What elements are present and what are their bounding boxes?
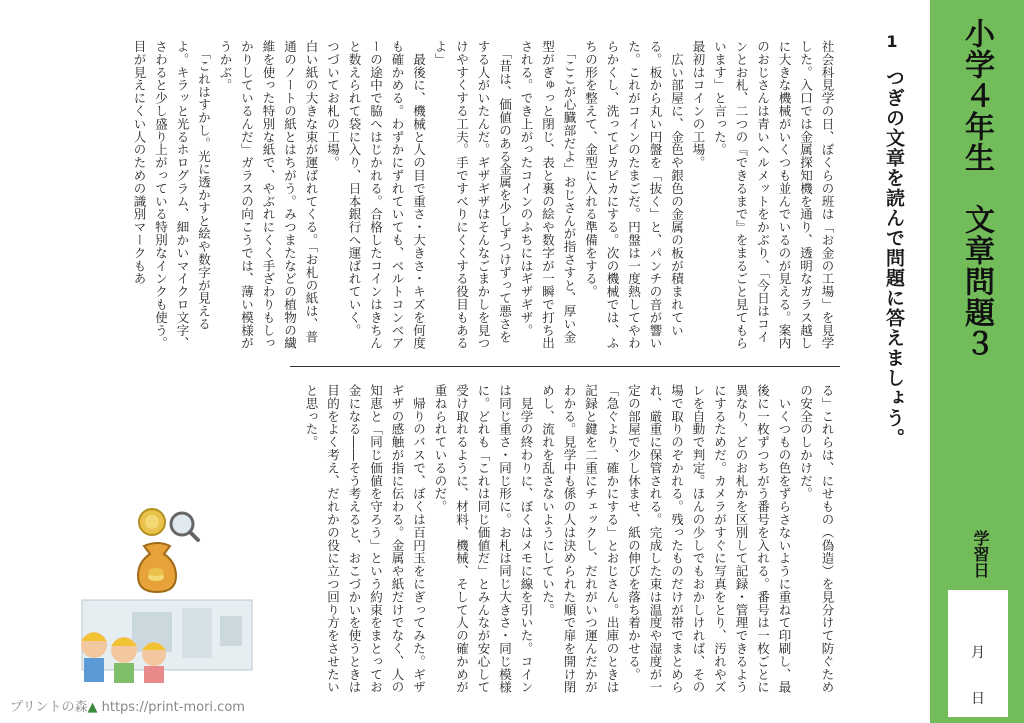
date-box <box>948 590 1008 717</box>
worksheet-title: 小学４年生 文章問題３ <box>959 18 994 359</box>
factory-illustration <box>72 500 272 690</box>
site-url[interactable]: https://print-mori.com <box>101 700 245 715</box>
factory-background <box>82 600 252 670</box>
money-bag-icon <box>138 543 176 592</box>
question-number: 1 <box>886 32 898 51</box>
study-date-label: 学習日 <box>971 530 990 578</box>
passage-part-1: 社会科見学の日、ぼくらの班は「お金の工場」を見学した。入口では金属探知機を通り、透明なガラス越しに大きな機械がいくつも並んでいるのが見える。案内のおじさんは青いヘルメットをかぶり、「今日はコインとお札、二つの『できるまで』をまるごと見てもらいます」と言った。 最初はコインの工場。 広い部屋に、金色や銀色の金属の板が積まれている。板から丸い円盤を「抜く」と、パンチの音が響いた。これがコインのたまごだ。円盤は一度熱してやわらかくし、洗ってピカピカにする。次の機械では、ふちの形を整えて、金型に入れる準備をする。 「ここが心臓部だよ」おじさんが指さすと、厚い金型がぎゅっと閉じ、表と裏の絵や数字が一瞬で打ち出される。でき上がったコインのふちにはギザギザ。 「昔は、価値のある金属を少しずつけずって悪さをする人がいたんだ。ギザギザはそんなごまかしを見つけやすくする工夫。手ですべりにくくする役目もあるよ」 最後に、機械と人の目で重さ・大きさ・キズを何度も確かめる。わずかにずれていても、ベルトコンベアーの途中で脇へはじかれる。合格したコインはきちんと数えられて袋に入り、日本銀行へ運ばれていく。 つづいてお札の工場。 白い紙の大きな束が運ばれてくる。「お札の紙は、普通のノートの紙とはちがう。みつまたなどの植物の繊維を使った特別な紙で、やぶれにくく手ざわりもしっかりしているんだ」ガラスの向こうでは、薄い模様がうかぶ。 「これはすかし。光に透かすと絵や数字が見えるよ。キラッと光るホログラム、細かいマイクロ文字、さわると少し盛り上がっている特別なインクも使う。目が見えにくい人のための識別マークもあ <box>132 40 835 350</box>
magnifier-icon <box>171 513 198 540</box>
tree-icon: ▲ <box>87 700 98 715</box>
coin-icon <box>139 509 165 535</box>
passage-part-2: る」これらは、にせもの（偽造）を見分けて防ぐための安全のしかけだ。 いくつもの色をずらさないように重ねて印刷し、最後に一枚ずつちがう番号を入れる。番号は一枚ごとに異なり、どのお札かを区別して記録・管理できるようにするためだ。カメラがすぐに写真をとり、汚れやズレを自動で判定。ほんの少しでもおかしければ、その場で取りのぞかれる。残ったものだけが帯でまとめられ、厳重に保管される。完成した束は温度や湿度が一定の部屋で少し休ませ、紙の伸びを落ち着かせる。「急ぐより、確かにする」とおじさん。出庫のときは記録と鍵を二重にチェックし、だれがいつ運んだかがわかる。見学中も係の人は決められた順で扉を開け閉めし、流れを乱さないようにしていた。 見学の終わりに、ぼくはメモに線を引いた。コインは同じ重さ・同じ形に。お札は同じ大きさ・同じ模様に。どれも「これは同じ価値だ」とみんなが安心して受け取れるように、材料、機械、そして人の確かめが重ねられているのだ。 帰りのバスで、ぼくは百円玉をにぎってみた。ギザギザの感触が指に伝わる。金属や紙だけでなく、人の知恵と「同じ価値を守ろう」という約束をまとってお金になる――そう考えると、おこづかいを使うときは目的をよく考え、だれかの役に立つ回り方をさせたいと思った。 <box>304 384 835 694</box>
divider <box>290 366 840 367</box>
footer <box>10 696 340 716</box>
month-label: 月 <box>971 645 985 661</box>
day-label: 日 <box>971 691 985 707</box>
question-instruction: つぎの文章を読んで問題に答えましょう。 <box>883 68 905 448</box>
site-name: プリントの森 <box>10 700 88 715</box>
